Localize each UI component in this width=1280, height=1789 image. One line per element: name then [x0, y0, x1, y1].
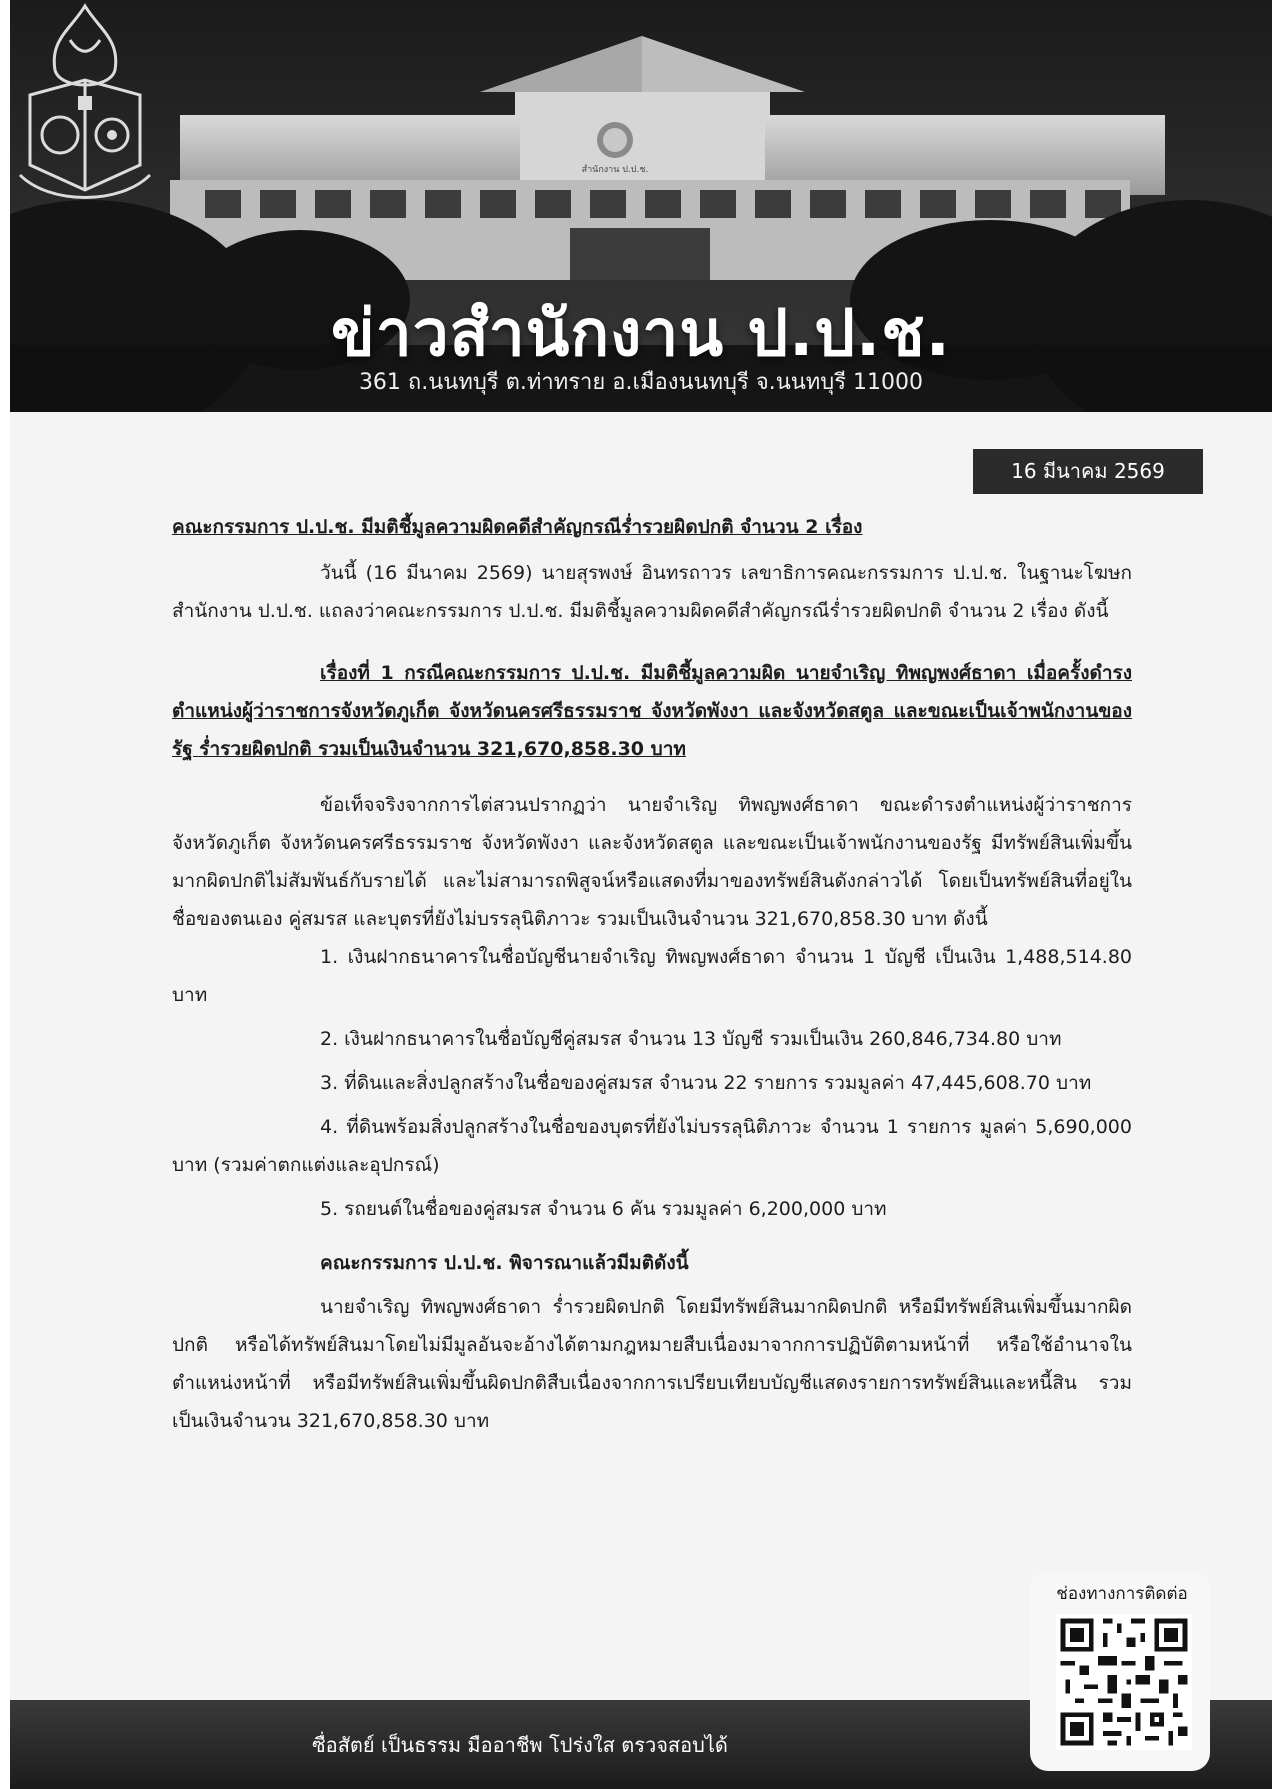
case-1-facts: ข้อเท็จจริงจากการไต่สวนปรากฏว่า นายจำเริญ ทิพญพงศ์ธาดา ขณะดำรงตำแหน่งผู้ว่าราชการจังหวัดภูเก็ต จังหวัดนครศรีธรรมราช จังหวัดพังงา และจังหวัดสตูล และขณะเป็นเจ้าพนักงานของรัฐ มีทรัพย์สินเพิ่มขึ้นมากผิดปกติไม่สัมพันธ์กับรายได้ และไม่สามารถพิสูจน์หรือแสดงที่มาของทรัพย์สินดังกล่าวได้ โดยเป็นทรัพย์สินที่อยู่ในชื่อของตนเอง คู่สมรส และบุตรที่ยังไม่บรรลุนิติภาวะ รวมเป็นเงินจำนวน 321,670,858.30 บาท ดังนี้ [172, 794, 1132, 930]
date-badge: 16 มีนาคม 2569 [973, 449, 1203, 494]
asset-list [172, 938, 1132, 1228]
asset-item: 2. เงินฝากธนาคารในชื่อบัญชีคู่สมรส จำนวน 13 บัญชี รวมเป็นเงิน 260,846,734.80 บาท [320, 1028, 1062, 1050]
nacc-emblem-icon [10, 0, 160, 210]
asset-item: 3. ที่ดินและสิ่งปลูกสร้างในชื่อของคู่สมรส จำนวน 22 รายการ รวมมูลค่า 47,445,608.70 บาท [320, 1072, 1092, 1094]
building-sign: สำนักงาน ป.ป.ช. [581, 165, 649, 175]
contact-label: ช่องทางการติดต่อ [1056, 1584, 1188, 1604]
press-release-sheet [10, 0, 1272, 1789]
page-title: ข่าวสำนักงาน ป.ป.ช. [331, 297, 951, 371]
qr-code-icon[interactable] [1056, 1614, 1192, 1750]
decision-paragraph: นายจำเริญ ทิพญพงศ์ธาดา ร่ำรวยผิดปกติ โดยมีทรัพย์สินมากผิดปกติ หรือมีทรัพย์สินเพิ่มขึ้นมากผิดปกติ หรือได้ทรัพย์สินมาโดยไม่มีมูลอันจะอ้างได้ตามกฎหมายสืบเนื่องมาจากการปฏิบัติตามหน้าที่ หรือใช้อำนาจในตำแหน่งหน้าที่ หรือมีทรัพย์สินเพิ่มขึ้นผิดปกติสืบเนื่องจากการเปรียบเทียบบัญชีแสดงรายการทรัพย์สินและหนี้สิน รวมเป็นเงินจำนวน 321,670,858.30 บาท [172, 1296, 1132, 1432]
intro-paragraph: วันนี้ (16 มีนาคม 2569) นายสุรพงษ์ อินทรถาวร เลขาธิการคณะกรรมการ ป.ป.ช. ในฐานะโฆษกสำนักงาน ป.ป.ช. แถลงว่าคณะกรรมการ ป.ป.ช. มีมติชี้มูลความผิดคดีสำคัญกรณีร่ำรวยผิดปกติ จำนวน 2 เรื่อง ดังนี้ [172, 562, 1132, 622]
office-address: 361 ถ.นนทบุรี ต.ท่าทราย อ.เมืองนนทบุรี จ.นนทบุรี 11000 [358, 370, 924, 395]
decision-heading: คณะกรรมการ ป.ป.ช. พิจารณาแล้วมีมติดังนี้ [320, 1252, 689, 1274]
asset-item: 1. เงินฝากธนาคารในชื่อบัญชีนายจำเริญ ทิพญพงศ์ธาดา จำนวน 1 บัญชี เป็นเงิน 1,488,514.80 บาท [172, 946, 1132, 1006]
case-1-heading: เรื่องที่ 1 กรณีคณะกรรมการ ป.ป.ช. มีมติชี้มูลความผิด นายจำเริญ ทิพญพงศ์ธาดา เมื่อครั้งดำรงตำแหน่งผู้ว่าราชการจังหวัดภูเก็ต จังหวัดนครศรีธรรมราช จังหวัดพังงา และจังหวัดสตูล และขณะเป็นเจ้าพนักงานของรัฐ ร่ำรวยผิดปกติ รวมเป็นเงินจำนวน 321,670,858.30 บาท [172, 662, 1132, 760]
asset-item: 4. ที่ดินพร้อมสิ่งปลูกสร้างในชื่อของบุตรที่ยังไม่บรรลุนิติภาวะ จำนวน 1 รายการ มูลค่า 5,690,000 บาท (รวมค่าตกแต่งและอุปกรณ์) [172, 1116, 1132, 1176]
main-heading: คณะกรรมการ ป.ป.ช. มีมติชี้มูลความผิดคดีสำคัญกรณีร่ำรวยผิดปกติ จำนวน 2 เรื่อง [172, 516, 863, 538]
header-banner [10, 0, 1272, 412]
footer-slogan: ซื่อสัตย์ เป็นธรรม มืออาชีพ โปร่งใส ตรวจสอบได้ [312, 1733, 728, 1757]
asset-item: 5. รถยนต์ในชื่อของคู่สมรส จำนวน 6 คัน รวมมูลค่า 6,200,000 บาท [320, 1198, 887, 1220]
article-body [172, 508, 1132, 1440]
